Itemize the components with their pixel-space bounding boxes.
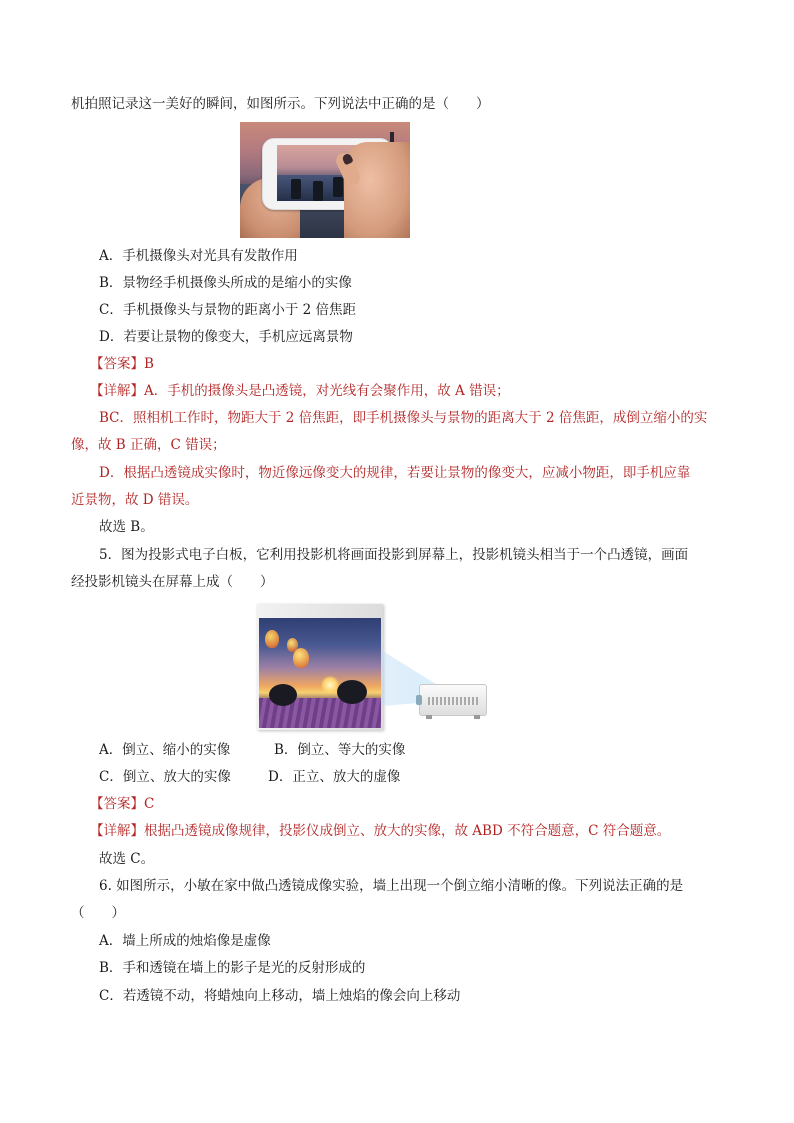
q5-answer [90,795,154,813]
q4-option-a: A．手机摄像头对光具有发散作用 [99,248,298,264]
q6-stem-1: 6. 如图所示，小敏在家中做凸透镜成像实验，墙上出现一个倒立缩小清晰的像。下列说法正确的是 [99,878,684,894]
q5-option-c: C．倒立、放大的实像 [99,769,231,785]
q4-detail-3: 像，故 B 正确，C 错误； [71,437,226,453]
q6-option-a: A．墙上所成的烛焰像是虚像 [99,933,271,949]
answer-tag: 【答案】 [90,796,144,812]
q4-detail-5: 近景物，故 D 错误。 [71,492,199,508]
q6-option-b: B．手和透镜在墙上的影子是光的反射形成的 [99,960,366,976]
q5-option-a: A．倒立、缩小的实像 [99,742,231,758]
answer-value: C [144,796,155,812]
q6-option-c: C．若透镜不动，将蜡烛向上移动，墙上烛焰的像会向上移动 [99,988,461,1004]
answer-value: B [144,356,154,372]
q5-stem-2: 经投影机镜头在屏幕上成（ ） [71,574,274,590]
projector-whiteboard-figure [257,604,497,730]
q5-detail-1: 【详解】根据凸透镜成像规律，投影仪成倒立、放大的实像，故 ABD 不符合题意，C 符合题意。 [90,823,671,839]
q4-answer [90,355,154,373]
answer-tag: 【答案】 [90,356,144,372]
q4-stem: 机拍照记录这一美好的瞬间，如图所示。下列说法中正确的是（ ） [71,96,490,112]
detail-tag: 【详解】 [90,383,144,399]
q6-stem-2: （ ） [71,905,125,921]
q4-option-b: B．景物经手机摄像头所成的是缩小的实像 [99,275,352,291]
q4-option-d: D．若要让景物的像变大，手机应远离景物 [99,329,353,345]
q5-option-d: D．正立、放大的虚像 [268,769,401,785]
q4-option-c: C．手机摄像头与景物的距离小于 2 倍焦距 [99,302,357,318]
q4-detail-4: D．根据凸透镜成实像时，物近像远像变大的规律，若要让景物的像变大，应减小物距，即手机应靠 [99,465,691,481]
q4-conclusion: 故选 B。 [99,519,154,535]
phone-photo-figure [240,122,410,238]
q5-stem-1: 5．图为投影式电子白板，它利用投影机将画面投影到屏幕上，投影机镜头相当于一个凸透镜，画面 [99,547,689,563]
q5-conclusion: 故选 C。 [99,851,155,867]
q5-option-b: B．倒立、等大的实像 [274,742,406,758]
detail-tag: 【详解】 [90,823,144,839]
q4-detail-2: BC．照相机工作时，物距大于 2 倍焦距，即手机摄像头与景物的距离大于 2 倍焦距，成倒立缩小的实 [99,410,708,426]
q4-detail-1: 【详解】A．手机的摄像头是凸透镜，对光线有会聚作用，故 A 错误； [90,383,510,399]
